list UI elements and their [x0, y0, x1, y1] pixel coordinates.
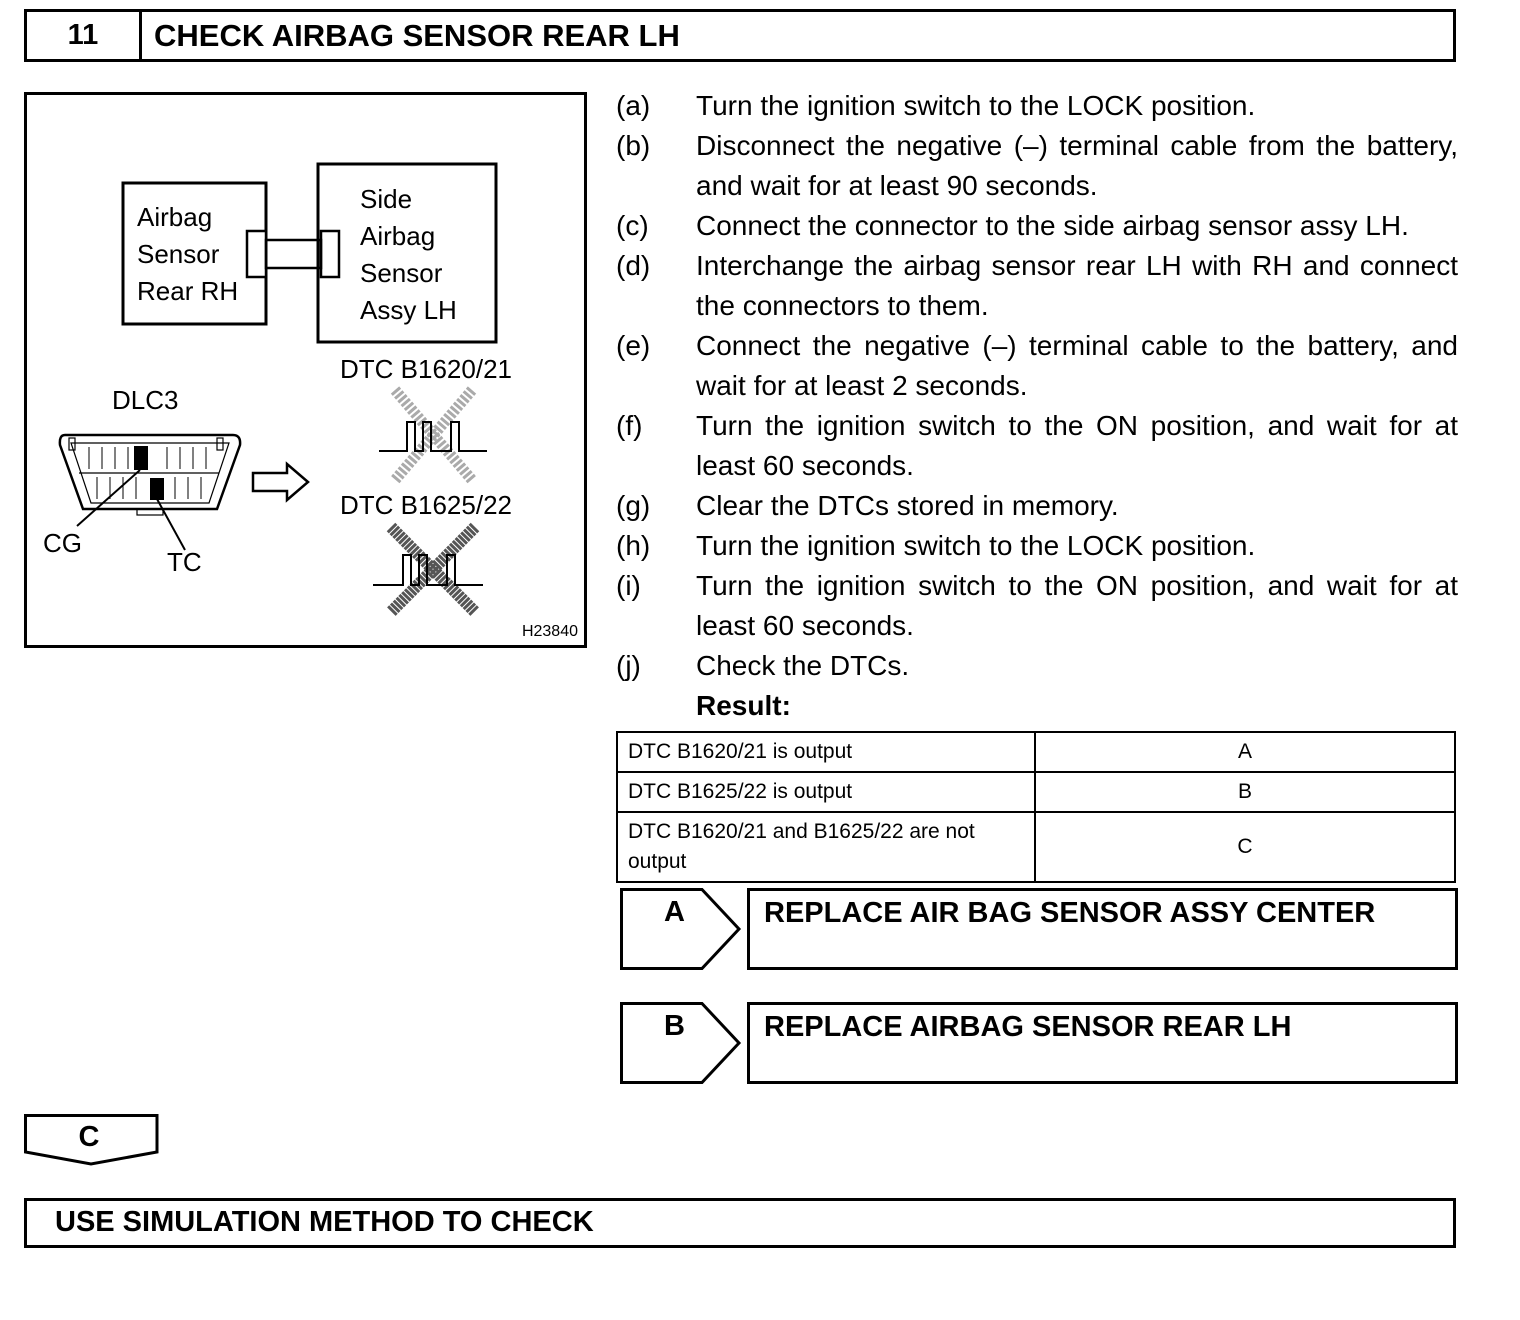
dlc3-connector-drawing [60, 435, 240, 550]
dlc3-label: DLC3 [112, 385, 179, 415]
step-header [24, 9, 1456, 62]
outcome-b [620, 1002, 1458, 1084]
outcome-c-letter: C [78, 1121, 100, 1153]
outcome-c [24, 1114, 161, 1170]
step-item: (e) Connect the negative (–) terminal cable to the battery, and wait for at least 2 seconds. [616, 330, 1458, 401]
tc-terminal [150, 478, 164, 500]
table-row [617, 732, 1455, 772]
connection-diagram [24, 92, 587, 648]
connector-right [321, 231, 339, 277]
step-item: (i) Turn the ignition switch to the ON position, and wait for at least 60 seconds. [616, 570, 1458, 641]
cg-label: CG [43, 528, 82, 558]
outcome-a-letter: A [664, 896, 685, 928]
outcome-b-action: REPLACE AIRBAG SENSOR REAR LH [747, 1002, 1458, 1084]
condition-cell: DTC B1620/21 and B1625/22 are not output [617, 812, 1035, 882]
step-item: (h) Turn the ignition switch to the LOCK position. [616, 530, 1256, 561]
wire-harness [266, 240, 321, 268]
step-item: (d) Interchange the airbag sensor rear LH with RH and connect the connectors to them. [616, 250, 1458, 321]
tc-label: TC [167, 547, 202, 577]
outcome-b-letter: B [664, 1010, 685, 1042]
arrow-icon [253, 464, 308, 500]
cg-terminal [134, 446, 148, 470]
figure-id: H23840 [521, 623, 578, 640]
outcome-a [620, 888, 1458, 970]
step-title: CHECK AIRBAG SENSOR REAR LH [154, 17, 680, 53]
condition-cell: DTC B1620/21 is output [617, 732, 1035, 772]
dtc2-pulse-drawing [373, 527, 483, 612]
table-row [617, 772, 1455, 812]
step-item: (a) Turn the ignition switch to the LOCK position. [616, 90, 1256, 121]
dtc1-label: DTC B1620/21 [340, 354, 512, 384]
outcome-a-action: REPLACE AIR BAG SENSOR ASSY CENTER [747, 888, 1458, 970]
step-number: 11 [27, 12, 142, 59]
code-cell: C [1035, 812, 1455, 882]
step-item: (f) Turn the ignition switch to the ON position, and wait for at least 60 seconds. [616, 410, 1458, 481]
connector-left [247, 231, 266, 277]
dtc2-label: DTC B1625/22 [340, 490, 512, 520]
sensor-rear-rh-label: Airbag Sensor Rear RH [137, 202, 239, 306]
dtc1-pulse-drawing [379, 390, 487, 480]
result-table [616, 731, 1456, 883]
table-row [617, 812, 1455, 882]
code-cell: B [1035, 772, 1455, 812]
final-action: USE SIMULATION METHOD TO CHECK [24, 1198, 1456, 1248]
side-sensor-lh-label: Side Airbag Sensor Assy LH [360, 184, 457, 325]
result-label: Result: [696, 690, 791, 721]
step-item: (g) Clear the DTCs stored in memory. [616, 490, 1119, 521]
step-item: (c) Connect the connector to the side airbag sensor assy LH. [616, 210, 1409, 241]
step-item: (j) Check the DTCs. [616, 650, 910, 681]
code-cell: A [1035, 732, 1455, 772]
step-item: (b) Disconnect the negative (–) terminal cable from the battery, and wait for at least 90 seconds. [616, 130, 1458, 201]
procedure-steps [616, 86, 1458, 726]
condition-cell: DTC B1625/22 is output [617, 772, 1035, 812]
